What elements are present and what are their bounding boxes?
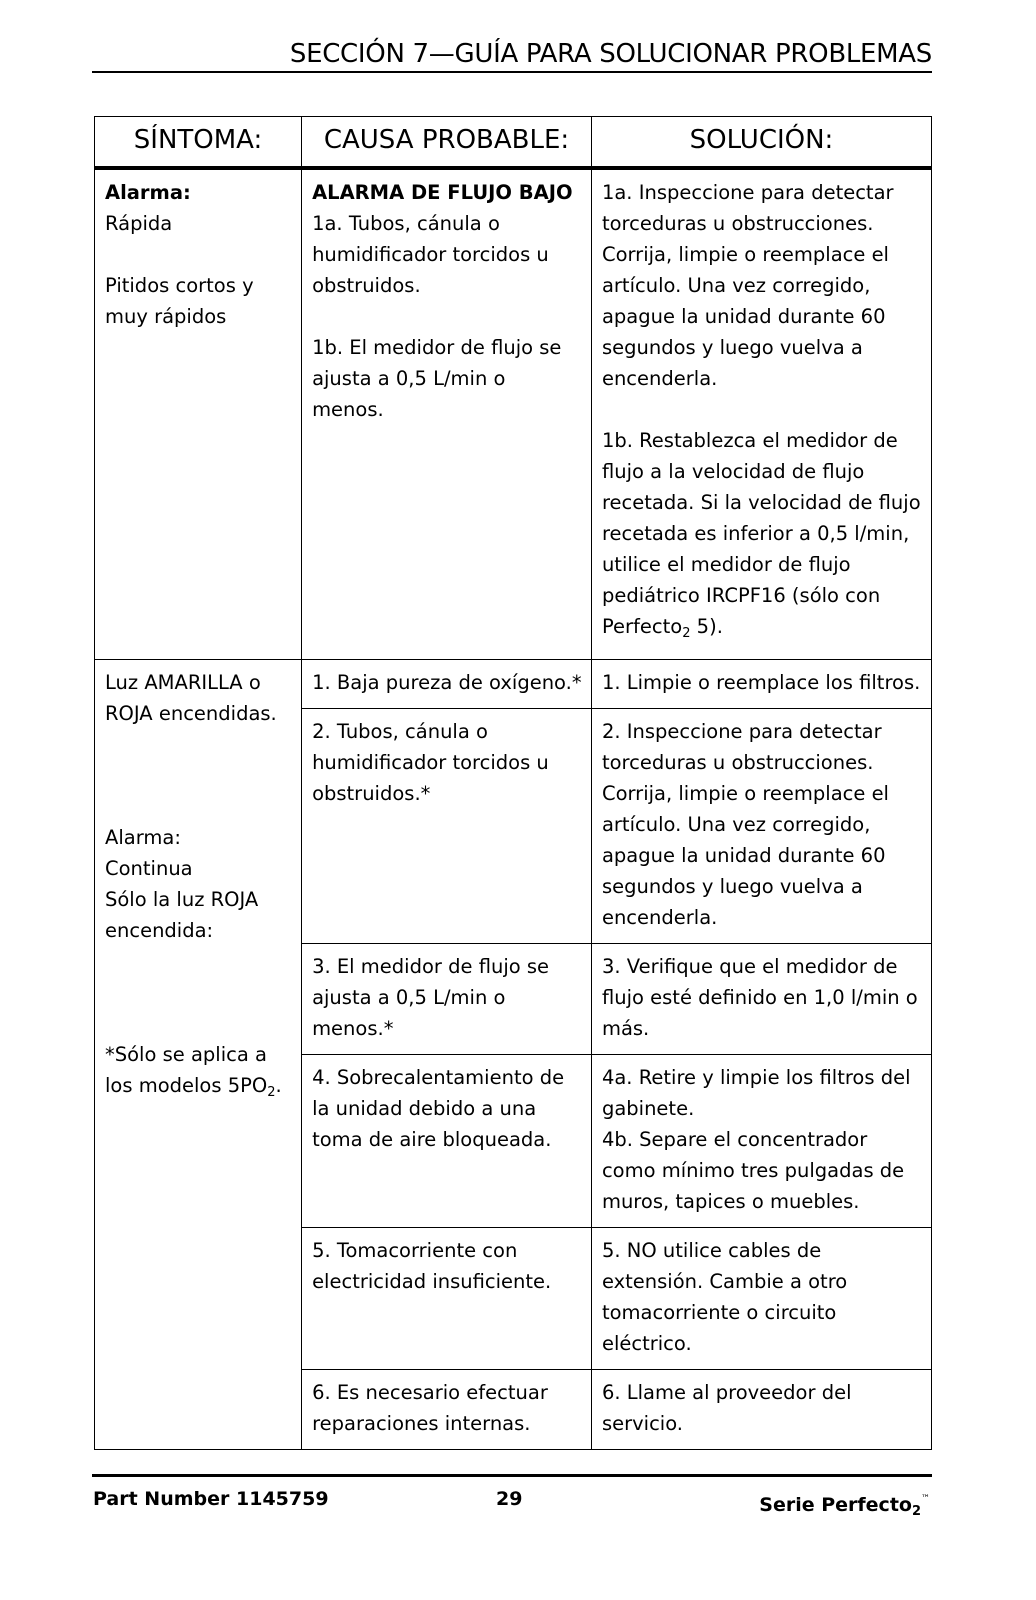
symptom-cell [95,660,302,1450]
note-text: . [275,1074,282,1097]
header-divider [92,71,932,73]
solution-cell: 1. Limpie o reemplace los filtros. [591,660,931,709]
subscript: 2 [267,1085,276,1100]
solution-cell: 6. Llame al proveedor del servicio. [591,1370,931,1450]
solution-cell: 3. Verifique que el medidor de flujo esté definido en 1,0 l/min o más. [591,944,931,1055]
solution-text: 4a. Retire y limpie los filtros del gabinete. [601,1066,911,1120]
table-row [95,660,932,709]
cause-cell: 1. Baja pureza de oxígeno.* [302,660,592,709]
header-symptom: SÍNTOMA: [95,117,302,169]
cause-cell: 6. Es necesario efectuar reparaciones internas. [302,1370,592,1450]
table-header-row [95,117,932,169]
note-text: *Sólo se aplica a los modelos 5PO [105,1043,268,1097]
solution-text: 4b. Separe el concentrador como mínimo tres pulgadas de muros, tapices o muebles. [601,1128,905,1213]
cause-text: 1a. Tubos, cánula o humidificador torcidos u obstruidos. [312,212,549,297]
header-solution: SOLUCIÓN: [591,117,931,169]
subscript: 2 [682,626,691,641]
symptom-text: Pitidos cortos y muy rápidos [105,274,254,328]
subscript: 2 [911,1504,921,1519]
symptom-text: Rápida [105,212,173,235]
series-name [759,1485,930,1526]
cause-cell: 4. Sobrecalentamiento de la unidad debido a una toma de aire bloqueada. [302,1055,592,1228]
symptom-text: Sólo la luz ROJA encendida: [105,888,259,942]
page-number: 29 [496,1488,523,1510]
solution-cell: 2. Inspeccione para detectar torceduras u obstrucciones. Corrija, limpie o reemplace el artículo. Una vez corregido, apague la unidad durante 60 segundos y luego vuelva a encenderla. [591,709,931,944]
header-probable-cause: CAUSA PROBABLE: [302,117,592,169]
symptom-text: Continua [105,857,193,880]
cause-cell [302,168,592,660]
part-number: Part Number 1145759 [93,1488,329,1510]
section-title: SECCIÓN 7—GUÍA PARA SOLUCIONAR PROBLEMAS [289,39,932,69]
footer-divider [92,1474,932,1477]
solution-text-part: 1b. Restablezca el medidor de flujo a la velocidad de flujo recetada. Si la velocidad de flujo recetada es inferior a 0,5 l/min, utilice el medidor de flujo pediátrico IRCPF16 (sólo con Perfecto [601,429,921,638]
symptom-text: Luz AMARILLA o ROJA encendidas. [105,671,277,725]
table-row [95,168,932,660]
solution-text [602,425,922,649]
solution-text: 1a. Inspeccione para detectar torceduras u obstrucciones. Corrija, limpie o reemplace el artículo. Una vez corregido, apague la unidad durante 60 segundos y luego vuelva a encenderla. [601,181,894,390]
symptom-note [105,1039,292,1108]
cause-cell: 2. Tubos, cánula o humidificador torcidos u obstruidos.* [302,709,592,944]
cause-title: ALARMA DE FLUJO BAJO [312,181,573,204]
symptom-cell [95,168,302,660]
solution-cell: 5. NO utilice cables de extensión. Cambie a otro tomacorriente o circuito eléctrico. [591,1228,931,1370]
trademark-mark: ™ [921,1494,930,1504]
cause-cell: 3. El medidor de flujo se ajusta a 0,5 L/min o menos.* [302,944,592,1055]
solution-text-part: 5). [690,615,723,638]
solution-cell [591,168,931,660]
solution-cell [591,1055,931,1228]
cause-text: 1b. El medidor de flujo se ajusta a 0,5 L/min o menos. [312,336,562,421]
symptom-alarm-label: Alarma: [105,181,191,204]
troubleshooting-table [94,116,932,1450]
series-text: Serie Perfecto [759,1494,912,1516]
cause-cell: 5. Tomacorriente con electricidad insuficiente. [302,1228,592,1370]
symptom-text: Alarma: [105,826,181,849]
